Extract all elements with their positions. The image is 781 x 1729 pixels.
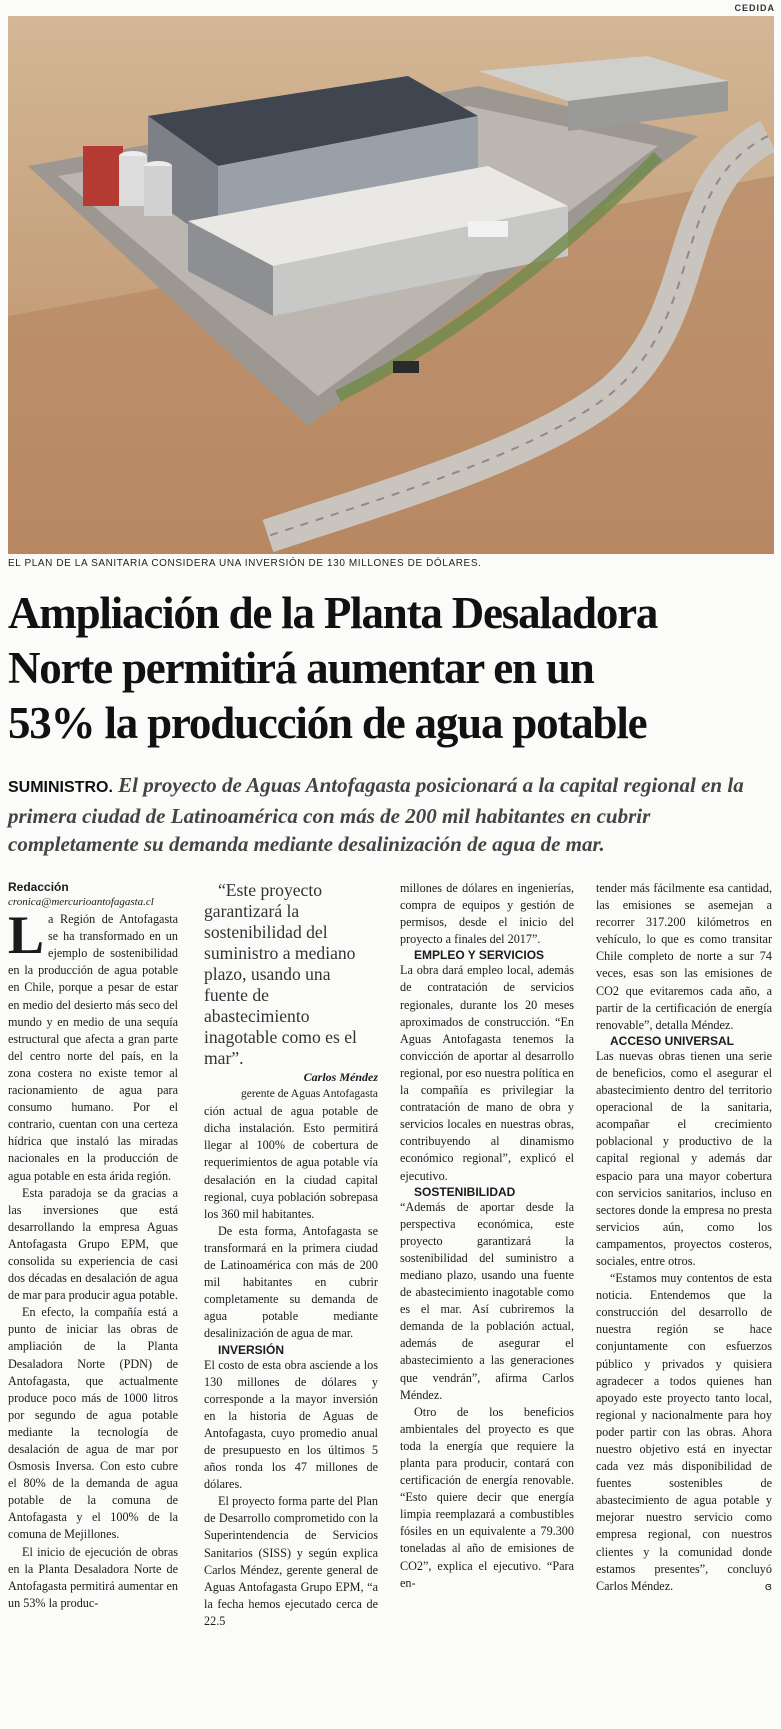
body-paragraph: “Además de aportar desde la perspectiva económica, este proyecto garantizará la sostenibilidad del suministro a mediano plazo, usando una fuente de abastecimiento inagotable como es el mar. Así cubriremos la demanda de la población actual, además de asegurar el abastecimiento a las generaciones que vendrán”, afirma Carlos Méndez. <box>400 1199 574 1402</box>
article-column-3 <box>400 880 574 1592</box>
headline-line: Norte permitirá aumentar en un <box>8 643 594 693</box>
article-column-2 <box>204 880 378 1630</box>
article-column-4 <box>596 880 772 1595</box>
body-paragraph: millones de dólares en ingenierías, compra de equipos y gestión de permisos, desde el inicio del proyecto a finales del 2017”. <box>400 881 574 947</box>
body-paragraph: tender más fácilmente esa cantidad, las emisiones se asemejan a recorrer 317.200 kilómetros en vehículo, lo que es como transitar Chile completo de norte a sur 74 veces, esas son las emisiones de CO2 que evitaremos cada año, a partir de la certificación de energía renovable”, detalla Méndez. <box>596 881 772 1032</box>
photo-credit: CEDIDA <box>734 3 775 13</box>
body-paragraph: En efecto, la compañía está a punto de iniciar las obras de ampliación de la Planta Desaladora Norte (PDN) de Antofagasta, que actualmente produce poco más de 1000 litros por segundo de agua potable mediante la tecnología de desalación de agua de mar por Osmosis Inversa. Con esto cubre el 80% de la demanda de agua potable de la comuna de Antofagasta y el 100% de la comuna de Mejillones. <box>8 1305 178 1542</box>
body-paragraph: Esta paradoja se da gracias a las inversiones que está desarrollando la empresa Aguas Antofagasta Grupo EPM, que consolida su experiencia de casi dos décadas en desalación de agua de mar para producir agua potable. <box>8 1185 178 1303</box>
subheading-acceso: ACCESO UNIVERSAL <box>610 1033 735 1048</box>
body-paragraph: De esta forma, Antofagasta se transformará en la primera ciudad de Latinoamérica con más de 200 mil habitantes en cubrir completamente su demanda de agua potable mediante desalinización de agua de mar. <box>204 1223 378 1341</box>
pull-quote-name: Carlos Méndez <box>303 1070 378 1084</box>
byline-email[interactable]: cronica@mercurioantofagasta.cl <box>8 896 154 908</box>
pull-quote: “Este proyecto garantizará la sostenibilidad del suministro a mediano plazo, usando una fuente de abastecimiento inagotable como es el mar”. <box>204 880 357 1068</box>
body-paragraph: El inicio de ejecución de obras en la Planta Desaladora Norte de Antofagasta permitirá aumentar en un 53% la produc- <box>8 1544 178 1610</box>
headline-line: Ampliación de la Planta Desaladora <box>8 588 658 638</box>
body-paragraph: La obra dará empleo local, además de contratación de servicios regionales, durante los 20 meses aproximados de construcción. “En Aguas Antofagasta tenemos la convicción de aportar al desarrollo regional, por eso nuestra política en la compañía es privilegiar la contratación de mano de obra y servicios locales en nuestras obras, contribuyendo al dinamismo económico regional”, explicó el ejecutivo. <box>400 963 574 1183</box>
pull-quote-role: gerente de Aguas Antofagasta <box>241 1088 378 1101</box>
headline-line: 53% la producción de agua potable <box>8 698 647 748</box>
subheading-inversion: INVERSIÓN <box>218 1342 285 1357</box>
photo-caption: EL PLAN DE LA SANITARIA CONSIDERA UNA INVERSIÓN DE 130 MILLONES DE DÓLARES. <box>8 558 482 569</box>
body-paragraph: Las nuevas obras tienen una serie de beneficios, como el asegurar el abastecimiento dentro del territorio operacional de la sanitaria, acompañar el crecimiento poblacional y productivo de la capital regional y además dar espacio para una mayor cobertura con servicios sanitarios, incluso en sectores donde la empresa no presta servicios aún, como los campamentos, proyectos costeros, sociales, entre otros. <box>596 1048 772 1268</box>
body-paragraph: “Estamos muy contentos de esta noticia. Entendemos que la construcción del desarrollo de nuestra región se hace conjuntamente con esfuerzos público y privados y quisiera agradecer a todos quienes han apoyado este proyecto tanto local, regional y nacionalmente para hoy poder partir con las obras. Ahora nuestro objetivo está en inyectar cada vez más disponibilidad de fuentes sostenibles de abastecimiento de agua potable y mejorar nuestro servicio como empresa regional, con nuestros clientes y la comunidad donde estamos presentes”, concluyó Carlos Méndez. ɞ <box>596 1270 772 1595</box>
body-paragraph: El proyecto forma parte del Plan de Desarrollo comprometido con la Superintendencia de Servicios Sanitarios (SISS) y según explica Carlos Méndez, gerente general de Aguas Antofagasta Grupo EPM, “a la fecha hemos ejecutado cerca de 22.5 <box>204 1494 378 1628</box>
deck-text: El proyecto de Aguas Antofagasta posicionará a la capital regional en la primera ciudad de Latinoamérica con más de 200 mil habitantes en cubrir completamente su demanda mediante desalinización de agua de mar. <box>8 773 744 856</box>
end-of-article-icon: ɞ <box>764 1579 772 1593</box>
plant-aerial-photo <box>8 16 774 554</box>
body-paragraph: Otro de los beneficios ambientales del proyecto es que toda la energía que requiere la planta para producir, contará con certificación de energía renovable. “Esto quiere decir que energía limpia reemplazará a combustibles fósiles en un equivalente a 79.300 toneladas al año de emisiones de CO2”, explica el ejecutivo. “Para en- <box>400 1404 574 1590</box>
headline <box>8 586 778 751</box>
subheading-sostenibilidad: SOSTENIBILIDAD <box>414 1184 516 1199</box>
body-paragraph: ción actual de agua potable de dicha instalación. Esto permitirá llegar al 100% de cobertura de requerimientos de agua potable vía desalación en la ciudad capital regional, cuya población sobrepasa los 360 mil habitantes. <box>204 1104 378 1221</box>
subheading-empleo: EMPLEO Y SERVICIOS <box>414 948 545 963</box>
deck-kicker: SUMINISTRO. <box>8 779 113 796</box>
dropcap: L <box>8 905 45 966</box>
deck <box>8 771 778 858</box>
article-column-1 <box>8 880 178 1612</box>
body-paragraph: La Región de Antofagasta se ha transformado en un ejemplo de sostenibilidad en la producción de agua potable en Chile, porque a pesar de estar en medio del desierto más seco del mundo y en medio de una sequía estructural que afecta a gran parte del centro norte del país, en la zona costera no existe temor al racionamiento de agua para consumo humano. Por el contrario, cuentan con una certeza hídrica que instaló las miradas nacionales en la producción de agua potable en esta árida región. <box>8 905 178 1183</box>
body-paragraph: El costo de esta obra asciende a los 130 millones de dólares y corresponde a la mayor inversión en la historia de Aguas de Antofagasta, cuyo promedio anual de presupuesto en los últimos 5 años ronda los 47 millones de dólares. <box>204 1357 378 1492</box>
byline-author: Redacción <box>8 880 69 894</box>
